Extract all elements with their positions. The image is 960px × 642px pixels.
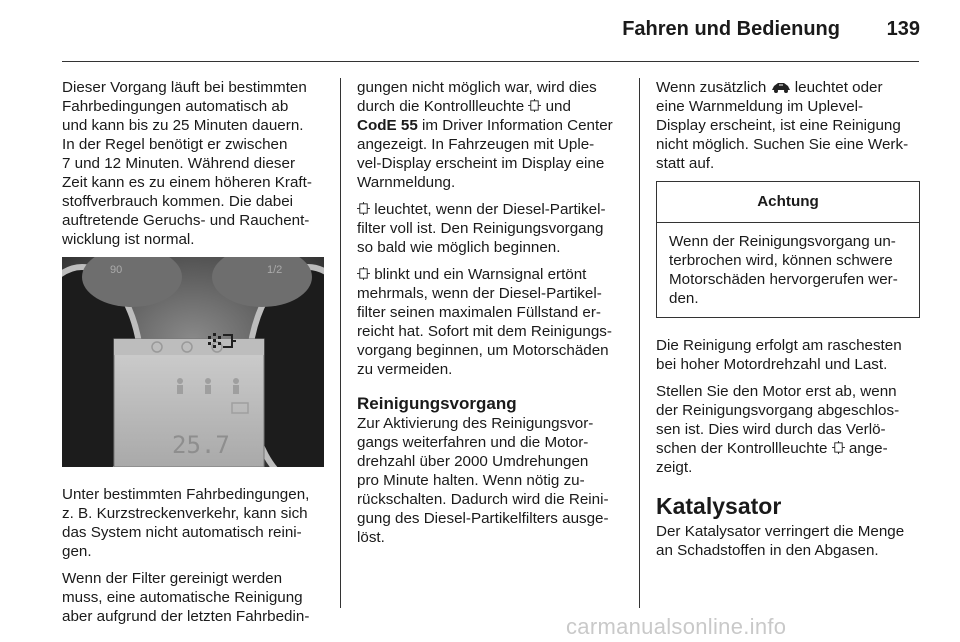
paragraph	[656, 382, 920, 477]
display-reading: 25.7	[172, 431, 230, 459]
dashboard-photo	[62, 257, 324, 467]
text-fragment: leuchtet oder eine Warnmeldung im Uplevel- Display erscheint, ist eine Reinigung nicht möglich. Suchen Sie eine Werk- statt auf.	[656, 79, 909, 172]
paragraph: Der Katalysator verringert die Menge an Schadstoffen in den Abgasen.	[656, 523, 905, 559]
section-heading: Reinigungsvorgang	[357, 394, 517, 413]
paragraph: Wenn der Filter gereinigt werden muss, eine automatische Reinigung aber aufgrund der letzten Fahrbedin-	[62, 570, 310, 625]
paragraph: Zur Aktivierung des Reinigungsvor- gangs weiterfahren und die Motor- drehzahl über 2000 Umdrehungen pro Minute halten. Wenn nötig zu- rückschalten. Dadurch wird die Reini- gung des Diesel-Partikelfilters ausge- löst.	[357, 415, 609, 546]
text-fragment: Wenn zusätzlich	[656, 79, 771, 96]
diesel-particle-filter-icon	[832, 441, 845, 454]
text-fragment: ange- zeigt.	[656, 440, 888, 476]
header-rule	[62, 61, 919, 62]
paragraph: Unter bestimmten Fahrbedingungen, z. B. Kurzstreckenverkehr, kann sich das System nicht automatisch reini- gen.	[62, 486, 310, 560]
dial-right-label: 1/2	[267, 264, 283, 276]
paragraph	[357, 265, 622, 379]
column-divider	[340, 78, 341, 608]
paragraph	[656, 78, 920, 173]
column-divider	[639, 78, 640, 608]
diesel-particle-filter-icon	[357, 202, 370, 215]
diesel-particle-filter-icon	[357, 267, 370, 280]
text-fragment: Stellen Sie den Motor erst ab, wenn der Reinigungsvorgang abgeschlos- sen ist. Dies wird durch das Verlö- schen der Kontrollleuchte	[656, 383, 900, 457]
text-fragment: im Driver Information Center angezeigt. In Fahrzeugen mit Uple- vel-Display erscheint im Display eine Warnmeldung.	[357, 117, 613, 191]
text-fragment: leuchtet, wenn der Diesel-Partikel- filter voll ist. Den Reinigungsvorgang so bald wie möglich beginnen.	[357, 201, 606, 256]
column-1	[62, 78, 324, 634]
warning-box	[656, 181, 920, 318]
paragraph: Dieser Vorgang läuft bei bestimmten Fahrbedingungen automatisch ab und kann bis zu 25 Minuten dauern. In der Regel benötigt er zwischen 7 und 12 Minuten. Während dieser Zeit kann es zu einem höheren Kraft- stoffverbrauch kommen. Die dabei auftretende Geruchs- und Rauchent- wicklung ist normal.	[62, 79, 312, 248]
paragraph	[357, 200, 622, 257]
column-3	[656, 78, 920, 568]
header-title: Fahren und Bedienung	[622, 18, 840, 40]
text-fragment: blinkt und ein Warnsignal ertönt mehrmals, wenn der Diesel-Partikel- filter seinen maximalen Füllstand er- reicht hat. Sofort mit dem Reinigungs- vorgang beginnen, um Motorschäden zu vermeiden.	[357, 266, 612, 378]
car-service-icon	[771, 81, 791, 93]
error-code: CodE 55	[357, 117, 418, 134]
column-2	[357, 78, 622, 555]
warning-body: Wenn der Reinigungsvorgang un- terbrochen wird, können schwere Motorschäden hervorgerufen wer- den.	[669, 233, 898, 307]
section-heading: Katalysator	[656, 493, 782, 519]
paragraph: Die Reinigung erfolgt am raschesten bei hoher Motordrehzahl und Last.	[656, 337, 902, 373]
diesel-particle-filter-icon	[528, 99, 541, 112]
text-fragment: gungen nicht möglich war, wird dies durch die Kontrollleuchte	[357, 79, 597, 115]
watermark: carmanualsonline.info	[566, 614, 787, 639]
warning-title: Achtung	[657, 182, 919, 223]
dial-left-label: 90	[110, 264, 123, 276]
page-number: 139	[886, 18, 920, 40]
paragraph	[357, 78, 622, 192]
text-fragment: und	[541, 98, 571, 115]
